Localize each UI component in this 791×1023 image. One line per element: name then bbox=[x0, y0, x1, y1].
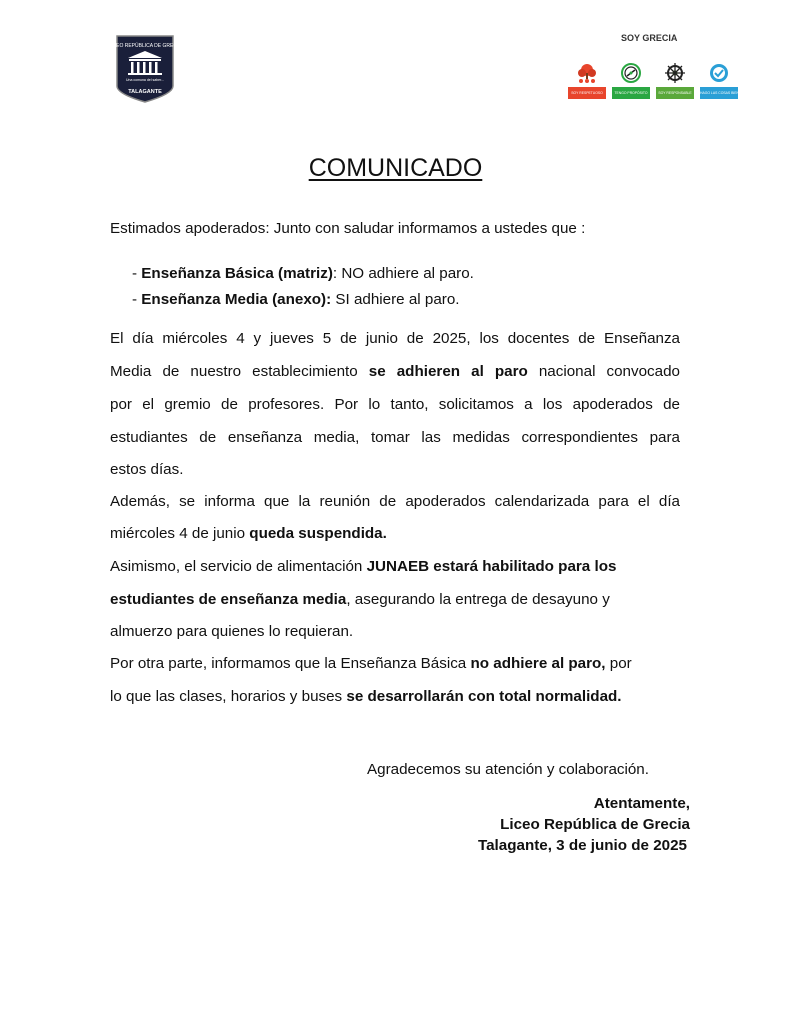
school-logo bbox=[108, 34, 182, 104]
value-responsable bbox=[655, 60, 695, 102]
logo-motto: Una comuna del saber... bbox=[126, 78, 164, 82]
greeting: Estimados apoderados: Junto con saludar informamos a ustedes que : bbox=[110, 220, 586, 237]
body-line-9: estudiantes de enseñanza media, asegurando la entrega de desayuno y bbox=[110, 591, 610, 608]
ship-wheel-icon bbox=[664, 62, 686, 84]
value-label: SOY RESPETUOSO bbox=[568, 87, 606, 99]
body-line-6: Además, se informa que la reunión de apoderados calendarizada para el día bbox=[110, 493, 680, 510]
body-line-5: estos días. bbox=[110, 461, 184, 478]
value-label: TENGO PROPÓSITO bbox=[612, 87, 650, 99]
logo-text-top: LICEO REPÚBLICA DE GRECIA bbox=[108, 43, 182, 49]
value-proposito bbox=[611, 60, 651, 102]
bullet-basica: - Enseñanza Básica (matriz): NO adhiere al paro. bbox=[132, 265, 474, 282]
logo-text-bottom: TALAGANTE bbox=[128, 89, 162, 95]
body-line-8: Asimismo, el servicio de alimentación JUNAEB estará habilitado para los bbox=[110, 558, 617, 575]
body-line-12: lo que las clases, horarios y buses se desarrollarán con total normalidad. bbox=[110, 688, 622, 705]
value-label: HAGO LAS COSAS BIEN bbox=[700, 87, 738, 99]
badge-icon bbox=[708, 62, 730, 84]
page-title: COMUNICADO bbox=[308, 154, 483, 182]
body-line-1: El día miércoles 4 y jueves 5 de junio de 2025, los docentes de Enseñanza bbox=[110, 330, 680, 347]
signature-line-3: Talagante, 3 de junio de 2025 bbox=[477, 837, 687, 854]
body-line-10: almuerzo para quienes lo requieran. bbox=[110, 623, 354, 640]
bullet-bold: Enseñanza Básica (matriz) bbox=[141, 265, 333, 282]
body-line-11: Por otra parte, informamos que la Enseñanza Básica no adhiere al paro, por bbox=[110, 655, 632, 672]
tree-people-icon bbox=[576, 62, 598, 84]
signature-line-1: Atentamente, bbox=[593, 795, 690, 812]
value-label: SOY RESPONSABLE bbox=[656, 87, 694, 99]
signature-line-2: Liceo República de Grecia bbox=[500, 816, 690, 833]
target-icon bbox=[620, 62, 642, 84]
body-line-7: miércoles 4 de junio queda suspendida. bbox=[110, 525, 387, 542]
value-respetuoso bbox=[567, 60, 607, 102]
brand-title: SOY GRECIA bbox=[621, 33, 678, 43]
values-strip bbox=[567, 60, 743, 102]
bullet-media: - Enseñanza Media (anexo): SI adhiere al paro. bbox=[132, 291, 460, 308]
bullet-bold: Enseñanza Media (anexo): bbox=[141, 291, 332, 308]
body-line-4: estudiantes de enseñanza media, tomar las medidas correspondientes para bbox=[110, 429, 680, 446]
body-line-2: Media de nuestro establecimiento se adhieren al paro nacional convocado bbox=[110, 363, 680, 380]
body-line-3: por el gremio de profesores. Por lo tanto, solicitamos a los apoderados de bbox=[110, 396, 680, 413]
value-bien bbox=[699, 60, 739, 102]
closing-thanks: Agradecemos su atención y colaboración. bbox=[367, 761, 649, 778]
